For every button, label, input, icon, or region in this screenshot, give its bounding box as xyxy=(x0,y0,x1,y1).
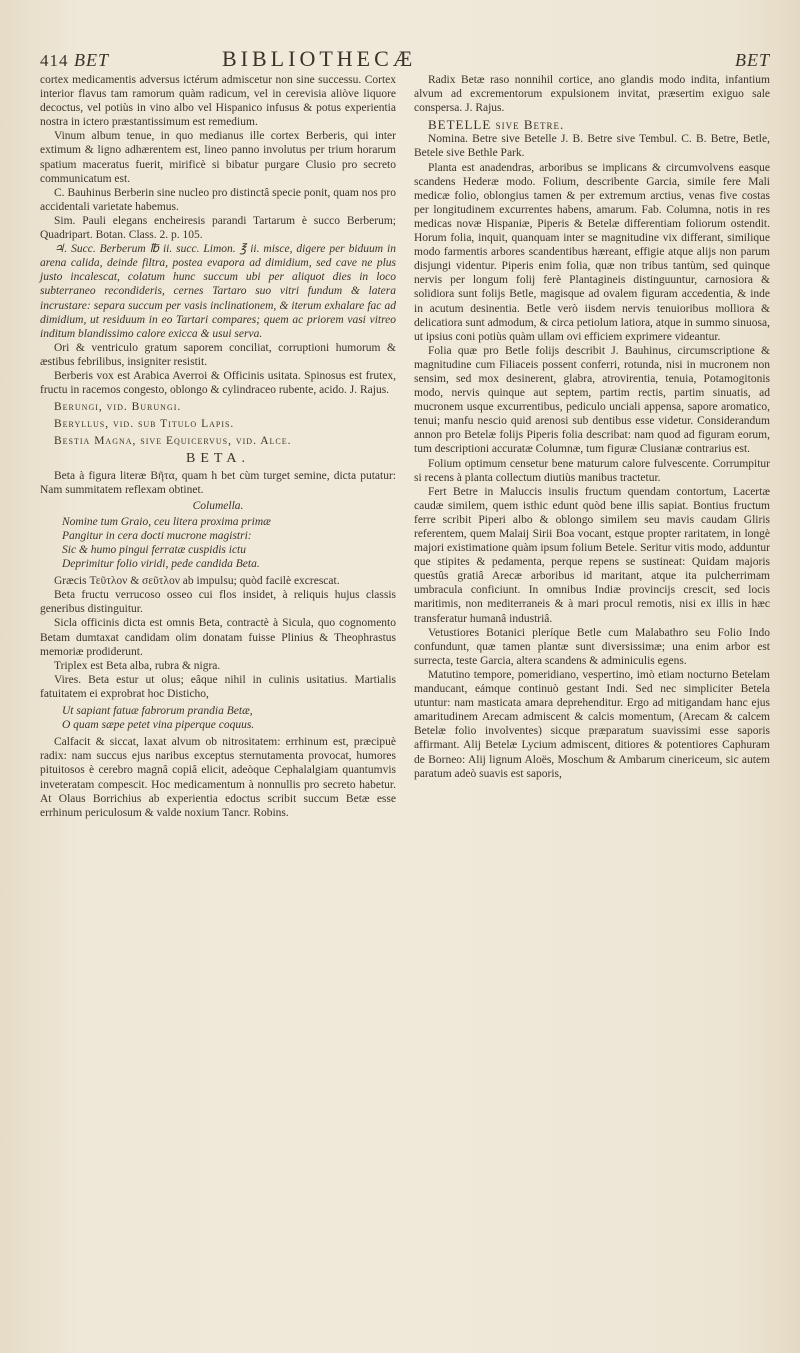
paragraph: Radix Betæ raso nonnihil cortice, ano glandis modo indita, infantium alvum ad excrementorum expulsionem invitat, præsertim exiguo sale conspersa. J. Rajus. xyxy=(414,74,770,115)
paragraph: Græcis Τεῦτλον & σεῦτλον ab impulsu; quòd facilè excrescat. xyxy=(54,575,340,588)
page-number: 414 xyxy=(40,51,69,70)
paragraph: Berberis vox est Arabica Averroi & Officinis usitata. Spinosus est frutex, fructu in racemos congesto, oblongo & cylindraceo rubente, acido. J. Rajus. xyxy=(40,369,396,397)
paragraph: Matutino tempore, pomeridiano, vespertino, imò etiam nocturno Betelam manducant, eámque continuò gestant Indi. Sed nec simpliciter Betela utuntur: nam masticata amara deprehenditur. Ergo ad mitigandam hanc ejus amaritudinem Arecam admiscent & calcis momentum, (Arecam & calcem Betelæ folio involventes) sicque præparatum suavissimi esse saporis affirmant. Alij Betelæ Lycium admiscent, ditiores & potentiores Caphuram de Borneo: Alij lignum Aloës, Moschum & Ambarum cinericeum, sic autem paratum adeò suavis est saporis, xyxy=(414,668,770,780)
entry-crossref: Beryllus, vid. sub Titulo Lapis. xyxy=(54,418,235,431)
author-name: Columella. xyxy=(192,499,244,512)
verse-line: Sic & humo pingui ferratæ cuspidis ictu xyxy=(62,544,246,556)
paragraph: Vetustiores Botanici pleríque Betle cum Malabathro seu Folio Indo confundunt, quæ tamen plantæ sunt diversissimæ; una enim arbor est surrecta, teste Garcia, altera scandens & adminiculis egens. xyxy=(414,626,770,667)
paragraph: cortex medicamentis adversus ictérum admiscetur non sine successu. Cortex interior flavus tam ramorum quàm radicum, vel in cerevisia aliòve liquore decoctus, vel potiùs in vino albo vel Hispanico infusus & potus experientia nostra in ictero præstantissimum est remedium. xyxy=(40,74,396,129)
right-column xyxy=(414,73,770,820)
paragraph: Sim. Pauli elegans encheiresis parandi Tartarum è succo Berberum; Quadripart. Botan. Class. 2. p. 105. xyxy=(40,214,396,242)
header-left-keyword: BET xyxy=(74,50,110,70)
paragraph: Triplex est Beta alba, rubra & nigra. xyxy=(54,659,221,672)
paragraph: Fert Betre in Maluccis insulis fructum quendam contortum, Lacertæ caudæ similem, quem isthic edunt quòd bene illis sapiat. Bontius fructum ferre scribit Piperi albo & oblongo similem seu mavis caudam Gliris referentem, quem Malaij Sirii Boa vocant, estque propter raritatem, in longè majori existimatione quàm ipsum folium Betele. Seritur vitis modo, adduntur que stipites & pedamenta, perque repens se sustineat: Quidam majoris questûs gratiâ Arecæ arboribus id maritant, atque ita pulcherrimam umbracula conficiunt. In omnibus Indiæ provincijs crescit, sed locis maritimis, non mediterraneis & à mari procul remotis, nisi ex illis in hæc transferatur humanâ industriâ. xyxy=(414,485,770,625)
paragraph: Calfacit & siccat, laxat alvum ob nitrositatem: errhinum est, præcipuè radix: nam succus ejus naribus exceptus sternutamenta provocat, humores pituitosos è cerebro magnâ copiâ elicit, adeòque Cephalalgiam quantumvis inveteratam compescit. Hoc medicamentum à nonnullis pro secreto habetur. At Olaus Borrichius ab experientia edoctus scribit succum Betæ esse errhinum periculosum & valde noxium Tancr. Robins. xyxy=(40,736,396,819)
entry-heading: BETA. xyxy=(186,451,250,467)
paragraph: Vires. Beta estur ut olus; eâque nihil in culinis usitatius. Martialis fatuitatem ei exprobrat hoc Disticho, xyxy=(40,673,396,700)
verse-line: Deprimitur folio viridi, pede candida Beta. xyxy=(62,558,260,571)
paragraph: Sicla officinis dicta est omnis Beta, contractè à Sicula, quo cognomento Betam dumtaxat candidam olim donatam fuisse Plinius & Theophrastus memoriæ prodiderunt. xyxy=(40,617,396,658)
paragraph: Beta fructu verrucoso osseo cui flos insidet, à reliquis hujus classis generibus distinguitur. xyxy=(40,589,396,616)
entry-crossref: Bestia Magna, sive Equicervus, vid. Alce. xyxy=(54,435,292,448)
paragraph: Folia quæ pro Betle folijs describit J. Bauhinus, circumscriptione & magnitudine cum Filiaceis possent conferri, rotunda, nisi in mucronem non sensim, sed mox desinerent, glabra, atrovirentia, tenuia, Potamogitonis modo, nervis quinque aut septem, partim rectis, partim sinuatis, ad mucronem usque excurrentibus, pediculo unciali appensa, sapore aromatico, tenui; manfu nescio quid arenosi sub dentibus esse videtur. Considerandum annon pro Betelæ folijs Piperis folia describat: nam quod ad figuram eorum, tum descriptioni accuratæ Columnæ, tum figuræ Clusianæ contrarius est. xyxy=(414,344,770,456)
header-title: BIBLIOTHECÆ xyxy=(222,46,417,71)
paragraph: Beta à figura literæ Βῆτα, quam h bet cùm turget semine, dicta putatur: Nam summitatem reflexam obtinet. xyxy=(40,469,396,496)
verse-line: Pangitur in cera docti mucrone magistri: xyxy=(62,529,252,542)
paragraph: Nomina. Betre sive Betelle J. B. Betre sive Tembul. C. B. Betre, Betle, Betele sive Bethle Park. xyxy=(414,133,770,160)
paragraph: Vinum album tenue, in quo medianus ille cortex Berberis, qui inter extimum & ligno adhærentem est, lineo panno involutus per trium horarum spatium maceratus fuerit, mirificè si bibatur purgare Clusio pro secreto communicatum est. xyxy=(40,130,396,185)
paragraph: Ori & ventriculo gratum saporem conciliat, corruptioni humorum & æstibus febrilibus, insigniter resistit. xyxy=(40,341,396,368)
verse-line: O quam sæpe petet vina piperque coquus. xyxy=(62,719,255,732)
running-header xyxy=(40,46,770,70)
header-right-keyword: BET xyxy=(734,50,770,70)
paragraph: C. Bauhinus Berberin sine nucleo pro distinctâ specie ponit, quam nos pro accidentali varietate habemus. xyxy=(40,186,396,213)
verse-line: Nomine tum Graio, ceu litera proxima primæ xyxy=(62,515,271,528)
entry-heading: BETELLE sive Betre. xyxy=(428,117,565,133)
paragraph: Planta est anadendras, arboribus se implicans & circumvolvens easque scandens Hederæ modo. Folium, describente Garcia, simile fere Mali medicæ folio, oblongius tamen & per extremum arctius, venas five costas per longitudinem excurrentes habens, amarum. Fab. Columna, notis in res medicas novæ Hispaniæ, Piperis & Betelæ differentiam foliorum ostendit. Horum folia, inquit, quanquam inter se magnitudine vix differant, similique modo farmentis arbores scandentibus hæreant, effigie atque alijs non parum disjungi videntur. Piperis enim folia, quæ non tribus tantùm, sed quinque nervis per longum folij ferè Plantagineis distinguuntur, carnosiora & solidiora sunt folijs Betle, magisque ad ovalem figuram accedentia, & inde in acutum desinentia. Betle verò iisdem nervis tenuioribus molliora & delicatiora sunt admodum, & circa petiolum latiora, atque in summo sinuosa, ut ipsius coni potiùs quàm ullam ovi efficiem exprimere videantur. xyxy=(414,161,770,343)
verse-line: Ut sapiant fatuæ fabrorum prandia Betæ, xyxy=(62,705,253,718)
paragraph: Folium optimum censetur bene maturum calore fulvescente. Corrumpitur si recens à planta collectum diutiùs manibus tractetur. xyxy=(414,457,770,484)
recipe-paragraph: ♃. Succ. Berberum ℔ ii. succ. Limon. ℥ ii. misce, digere per biduum in arena calida, deinde filtra, postea evapora ad dimidium, sed cave ne plus justo incalescat, colatum hunc succum ubi per aliquot dies in loco subterraneo recondideris, cernes Tartaro suo vitri fundum & latera incrustare: separa succum per vasis inclinationem, & iterum exhalare fac ad dimidium, ut residuum in eo Tartari compares; quem ac priorem vasi vitreo inditum blandissimo calore exicca & usui serva. xyxy=(40,243,396,340)
left-column xyxy=(40,73,396,820)
entry-crossref: Berungi, vid. Burungi. xyxy=(54,401,182,414)
